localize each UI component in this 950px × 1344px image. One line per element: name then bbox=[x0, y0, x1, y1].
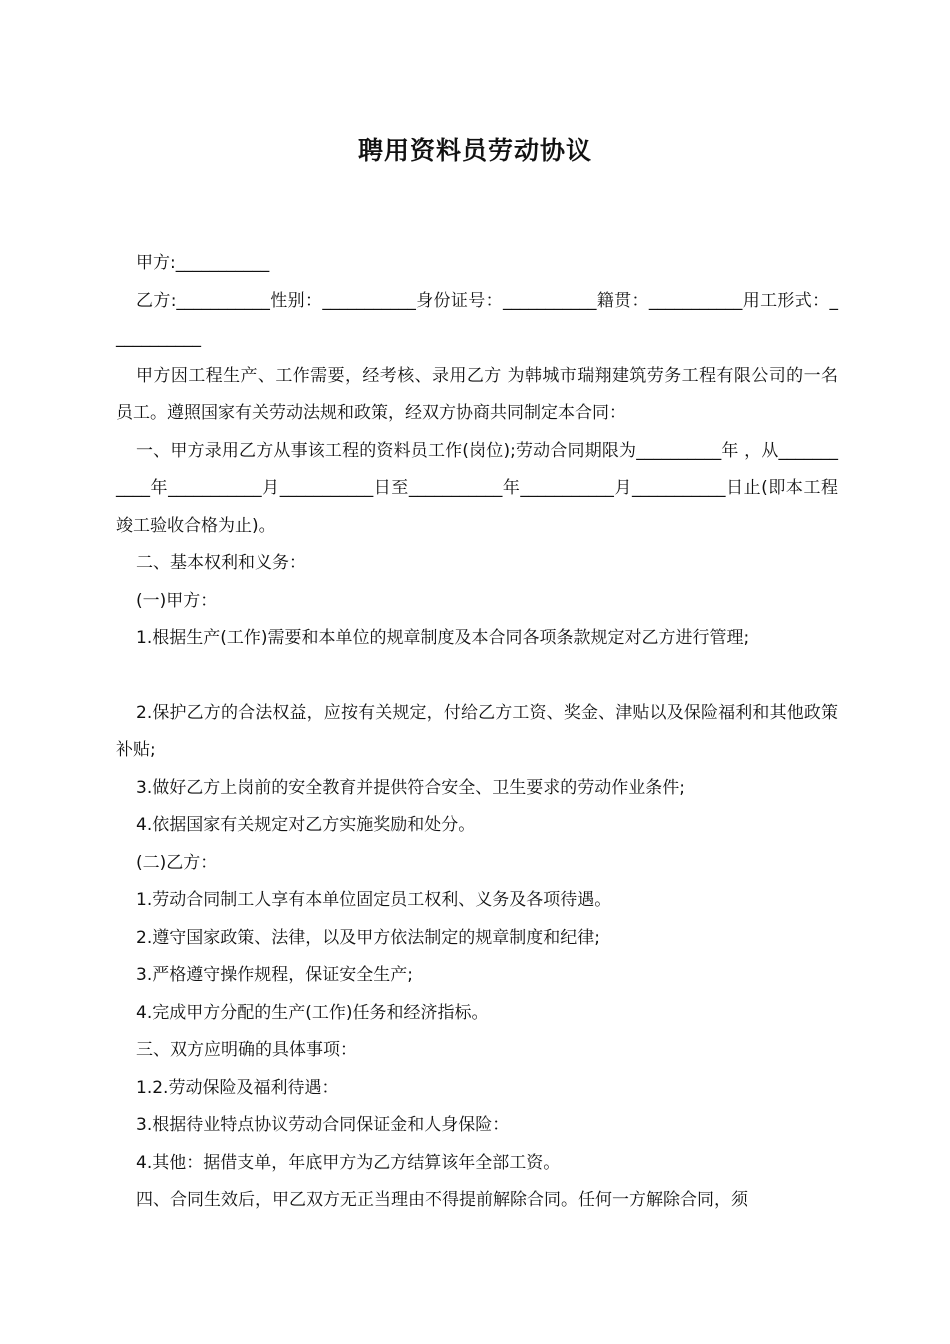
list-item: 1.根据生产(工作)需要和本单位的规章制度及本合同各项条款规定对乙方进行管理; bbox=[136, 628, 750, 648]
document-title: 聘用资料员劳动协议 bbox=[357, 136, 592, 165]
list-item: 4.完成甲方分配的生产(工作)任务和经济指标。 bbox=[136, 1002, 489, 1023]
section-heading-rights: 二、基本权利和义务： bbox=[136, 553, 306, 573]
section-heading-termination: 四、合同生效后，甲乙双方无正当理由不得提前解除合同。任何一方解除合同，须 bbox=[136, 1190, 748, 1210]
subsection-party-a: (一)甲方： bbox=[136, 590, 218, 611]
list-item: 4.其他：据借支单，年底甲方为乙方结算该年全部工资。 bbox=[136, 1152, 561, 1173]
list-item: 3.严格遵守操作规程，保证安全生产; bbox=[136, 965, 413, 985]
list-item: 3.根据待业特点协议劳动合同保证金和人身保险： bbox=[136, 1115, 510, 1135]
paragraph-intro: 甲方因工程生产、工作需要，经考核、录用乙方 为韩城市瑞翔建筑劳务工程有限公司的一名员工。遵照国家有关劳动法规和政策，经双方协商共同制定本合同： bbox=[116, 365, 838, 423]
list-item: 3.做好乙方上岗前的安全教育并提供符合安全、卫生要求的劳动作业条件; bbox=[136, 777, 685, 798]
list-item: 1.劳动合同制工人享有本单位固定员工权利、义务及各项待遇。 bbox=[136, 890, 612, 910]
list-item: 2.遵守国家政策、法律，以及甲方依法制定的规章制度和纪律; bbox=[136, 927, 600, 948]
paragraph-party-b: 乙方:___________性别：___________身份证号：___________籍贯：___________用工形式：___________ bbox=[116, 290, 838, 348]
paragraph-term: 一、甲方录用乙方从事该工程的资料员工作(岗位);劳动合同期限为__________年 ，从___________年___________月___________日至___________年___________月___________日止(即本工程竣工验收合格为止)。 bbox=[116, 440, 838, 536]
list-item: 1.2.劳动保险及福利待遇： bbox=[136, 1077, 339, 1098]
subsection-party-b: (二)乙方： bbox=[136, 852, 218, 873]
list-item: 4.依据国家有关规定对乙方实施奖励和处分。 bbox=[136, 815, 476, 835]
section-heading-specifics: 三、双方应明确的具体事项： bbox=[136, 1040, 357, 1060]
list-item: 2.保护乙方的合法权益，应按有关规定，付给乙方工资、奖金、津贴以及保险福利和其他政策补贴; bbox=[116, 702, 838, 760]
paragraph-party-a: 甲方:___________ bbox=[136, 253, 270, 273]
document-body bbox=[116, 245, 838, 1220]
